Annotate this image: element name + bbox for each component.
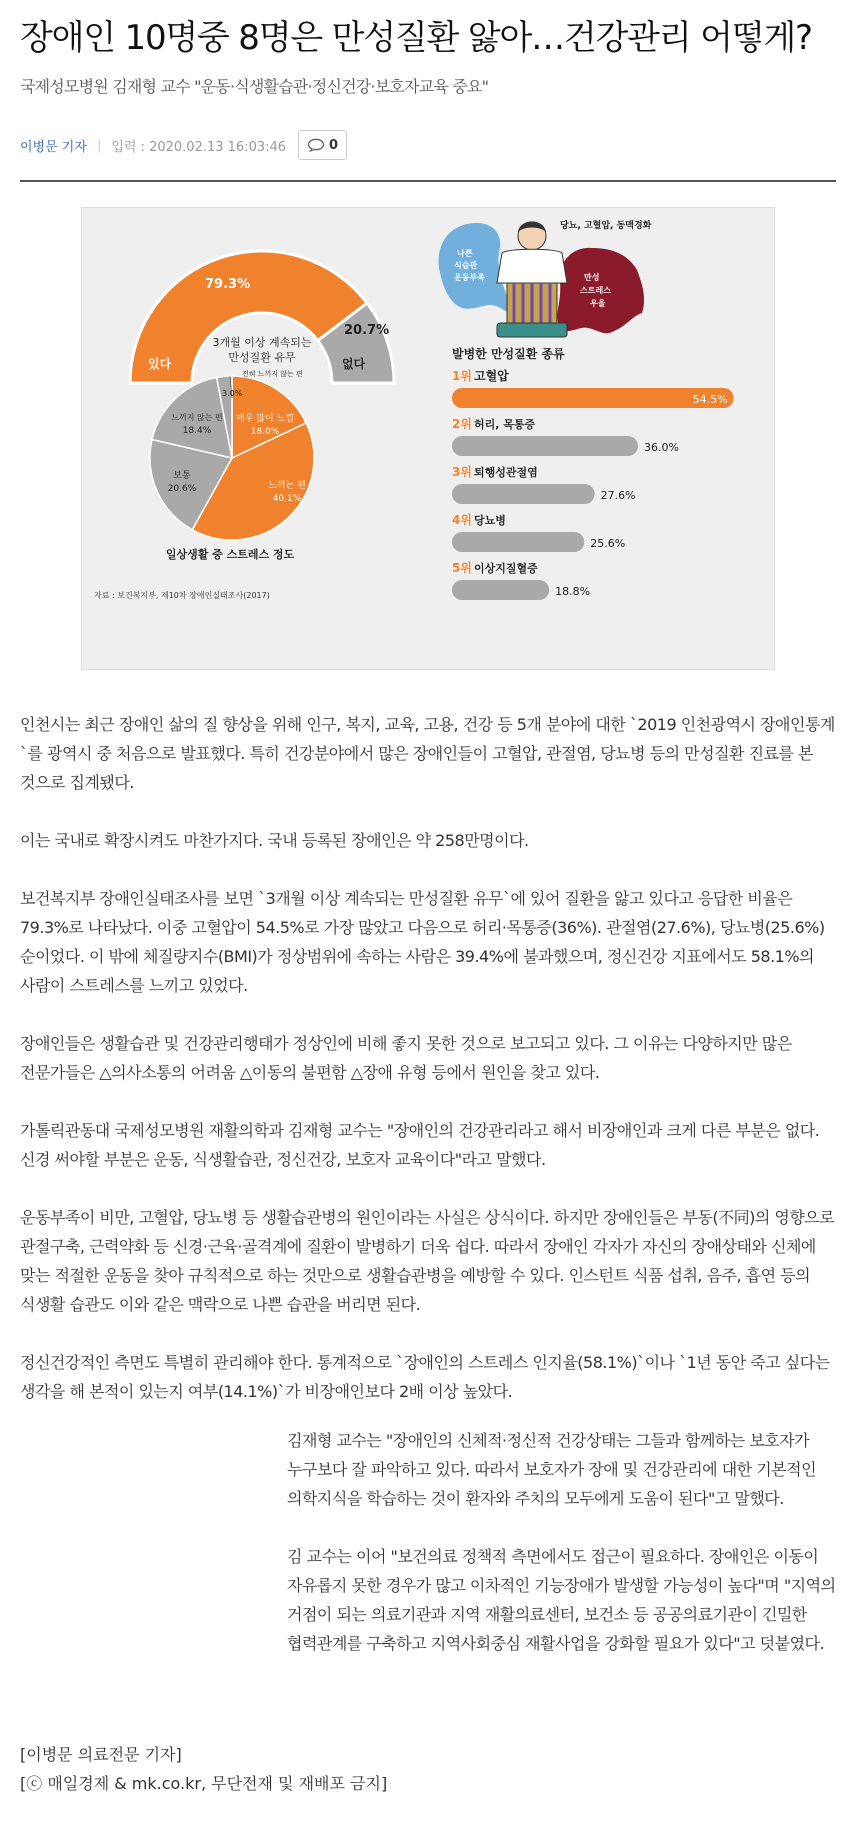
quote-2: 김 교수는 이어 "보건의료 정책적 측면에서도 접근이 필요하다. 장애인은 이동이 자유롭지 못한 경우가 많고 이차적인 기능장애가 발생할 가능성이 높다"며 "지역의 거점이 되는 의료기관과 지역 재활의료센터, 보건소 등 공공의료기관이 긴밀한 협력관계를 구축하고 지역사회중심 재활사업을 강화할 필요가 있다"고 덧붙였다. xyxy=(287,1547,836,1653)
donut-center-label-1: 3개월 이상 계속되는 xyxy=(212,336,312,349)
bar-value-3: 27.6% xyxy=(600,489,636,502)
stress-pie xyxy=(150,376,314,540)
bar-name-3: 퇴행성관절염 xyxy=(474,466,538,479)
comment-icon xyxy=(307,138,325,152)
bar-rank-1: 1위 xyxy=(452,369,472,383)
bar-3 xyxy=(452,484,595,504)
article-title: 장애인 10명중 8명은 만성질환 앓아…건강관리 어떻게? xyxy=(20,18,812,58)
bar-name-2: 허리, 목통증 xyxy=(474,418,536,431)
article-footer xyxy=(20,1740,387,1798)
paragraph-3: 보건복지부 장애인실태조사를 보면 `3개월 이상 계속되는 만성질환 유무`에 있어 질환을 앓고 있다고 응답한 비율은 79.3%로 나타났다. 이중 고혈압이 54.5%로 가장 많았고 다음으로 허리·목통증(36%). 관절염(27.6%), 당뇨병(25.6%) 순이었다. 이 밖에 체질량지수(BMI)가 정상범위에 속하는 사람은 39.4%에 불과했으며, 정신건강 지표에서도 58.1%의 사람이 스트레스를 느끼고 있었다. xyxy=(20,889,825,995)
pie-label-not-at-all: 전혀 느끼지 않는 편 xyxy=(242,370,303,378)
pie-label-very-much: 매우 많이 느낌 xyxy=(236,414,294,424)
infographic-canvas xyxy=(82,208,774,669)
bar-rank-5: 5위 xyxy=(452,561,472,575)
article-meta xyxy=(20,130,347,160)
donut-no-pct: 20.7% xyxy=(344,323,390,338)
ghost-right-text-2: 스트레스 xyxy=(580,286,611,295)
bar-rank-2: 2위 xyxy=(452,417,472,431)
bar-1 xyxy=(452,388,734,408)
author-link[interactable]: 이병문 기자 xyxy=(20,139,87,155)
publish-date: 입력 : 2020.02.13 16:03:46 xyxy=(111,139,287,155)
pie-label-feel: 느끼는 편 xyxy=(268,481,306,491)
pie-pct-very-much: 18.0% xyxy=(250,427,280,437)
header-divider xyxy=(20,180,836,182)
bar-4 xyxy=(452,532,584,552)
scale-icon xyxy=(497,323,567,337)
person-body-icon xyxy=(497,249,567,283)
article-body xyxy=(20,710,836,1435)
bar-value-1: 54.5% xyxy=(692,393,728,406)
paragraph-4: 장애인들은 생활습관 및 건강관리행태가 정상인에 비해 좋지 못한 것으로 보고되고 있다. 그 이유는 다양하지만 많은 전문가들은 △의사소통의 어려움 △이동의 불편함 △장애 유형 등에서 원인을 찾고 있다. xyxy=(20,1034,792,1082)
article-subtitle: 국제성모병원 김재형 교수 "운동·식생활습관·정신건강·보호자교육 중요" xyxy=(20,77,489,96)
pie-caption: 일상생활 중 스트레스 정도 xyxy=(165,548,295,561)
pie-label-normal: 보통 xyxy=(173,471,191,481)
footer-copyright: [ⓒ 매일경제 & mk.co.kr, 무단전재 및 재배포 금지] xyxy=(20,1774,388,1793)
ghost-right-text: 만성 xyxy=(584,273,600,282)
meta-divider: | xyxy=(96,137,102,153)
donut-no-label: 없다 xyxy=(342,357,366,371)
ghost-left-text-3: 운동부족 xyxy=(454,273,485,282)
paragraph-2: 이는 국내로 확장시켜도 마찬가지다. 국내 등록된 장애인은 약 258만명이다. xyxy=(20,831,529,850)
illustration xyxy=(439,219,652,337)
donut-yes-label: 있다 xyxy=(148,357,172,371)
paragraph-5: 가톨릭관동대 국제성모병원 재활의학과 김재형 교수는 "장애인의 건강관리라고 해서 비장애인과 크게 다른 부분은 없다. 신경 써야할 부분은 운동, 식생활습관, 정신건강, 보호자 교육이다"라고 말했다. xyxy=(20,1121,820,1169)
bar-value-2: 36.0% xyxy=(644,441,679,454)
bar-rank-4: 4위 xyxy=(452,513,472,527)
bar-name-4: 당뇨병 xyxy=(474,514,506,527)
source-note: 자료 : 보건복지부, 제10차 장애인실태조사(2017) xyxy=(94,591,270,600)
illustration-top-text: 당뇨, 고혈압, 동맥경화 xyxy=(560,221,652,231)
ghost-left-text-2: 식습관 xyxy=(454,261,478,270)
pie-pct-not-much: 18.4% xyxy=(182,426,212,436)
pie-pct-feel: 40.1% xyxy=(272,494,302,504)
bar-chart-heading: 발병한 만성질환 종류 xyxy=(452,347,565,361)
ghost-right-text-3: 우울 xyxy=(590,299,606,308)
bar-value-4: 25.6% xyxy=(590,537,626,550)
infographic xyxy=(81,207,775,670)
paragraph-7: 정신건강적인 측면도 특별히 관리해야 한다. 통계적으로 `장애인의 스트레스 인지율(58.1%)`이나 `1년 동안 죽고 싶다는 생각을 해 본적이 있는지 여부(14.1%)`가 비장애인보다 2배 이상 높았다. xyxy=(20,1353,830,1401)
disease-bar-chart xyxy=(452,368,734,600)
comment-button[interactable] xyxy=(298,130,347,160)
paragraph-1: 인천시는 최근 장애인 삶의 질 향상을 위해 인구, 복지, 교육, 고용, 건강 등 5개 분야에 대한 `2019 인천광역시 장애인통계`를 광역시 중 처음으로 발표했다. 특히 건강분야에서 많은 장애인들이 고혈압, 관절염, 당뇨병 등의 만성질환 진료를 본 것으로 집계됐다. xyxy=(20,715,835,792)
bar-2 xyxy=(452,436,638,456)
quote-block xyxy=(287,1426,836,1687)
pie-label-not-much: 느끼지 않는 편 xyxy=(171,413,223,422)
donut-yes-pct: 79.3% xyxy=(205,277,251,292)
paragraph-6: 운동부족이 비만, 고혈압, 당뇨병 등 생활습관병의 원인이라는 사실은 상식이다. 하지만 장애인들은 부동(不同)의 영향으로 관절구축, 근력약화 등 신경·근육·골격계에 질환이 발병하기 더욱 쉽다. 따라서 장애인 각자가 자신의 장애상태와 신체에 맞는 적절한 운동을 찾아 규칙적으로 하는 것만으로 생활습관병을 예방할 수 있다. 인스턴트 식품 섭취, 음주, 흡연 등의 식생활 습관도 이와 같은 맥락으로 나쁜 습관을 버리면 된다. xyxy=(20,1208,835,1314)
comment-count: 0 xyxy=(329,137,339,153)
donut-center-label-2: 만성질환 유무 xyxy=(228,351,296,364)
bar-value-5: 18.8% xyxy=(555,585,591,598)
footer-byline: [이병문 의료전문 기자] xyxy=(20,1745,182,1764)
pie-pct-not-at-all: 3.0% xyxy=(222,389,243,398)
pie-pct-normal: 20.6% xyxy=(167,484,197,494)
ghost-left-text: 나쁜 xyxy=(457,249,473,258)
bar-rank-3: 3위 xyxy=(452,465,472,479)
bar-name-5: 이상지질혈증 xyxy=(474,562,538,575)
bar-5 xyxy=(452,580,549,600)
quote-1: 김재형 교수는 "장애인의 신체적·정신적 건강상태는 그들과 함께하는 보호자가 누구보다 잘 파악하고 있다. 따라서 보호자가 장애 및 건강관리에 대한 기본적인 의학지식을 학습하는 것이 환자와 주치의 모두에게 도움이 된다"고 말했다. xyxy=(287,1431,817,1508)
bar-name-1: 고혈압 xyxy=(474,369,509,383)
